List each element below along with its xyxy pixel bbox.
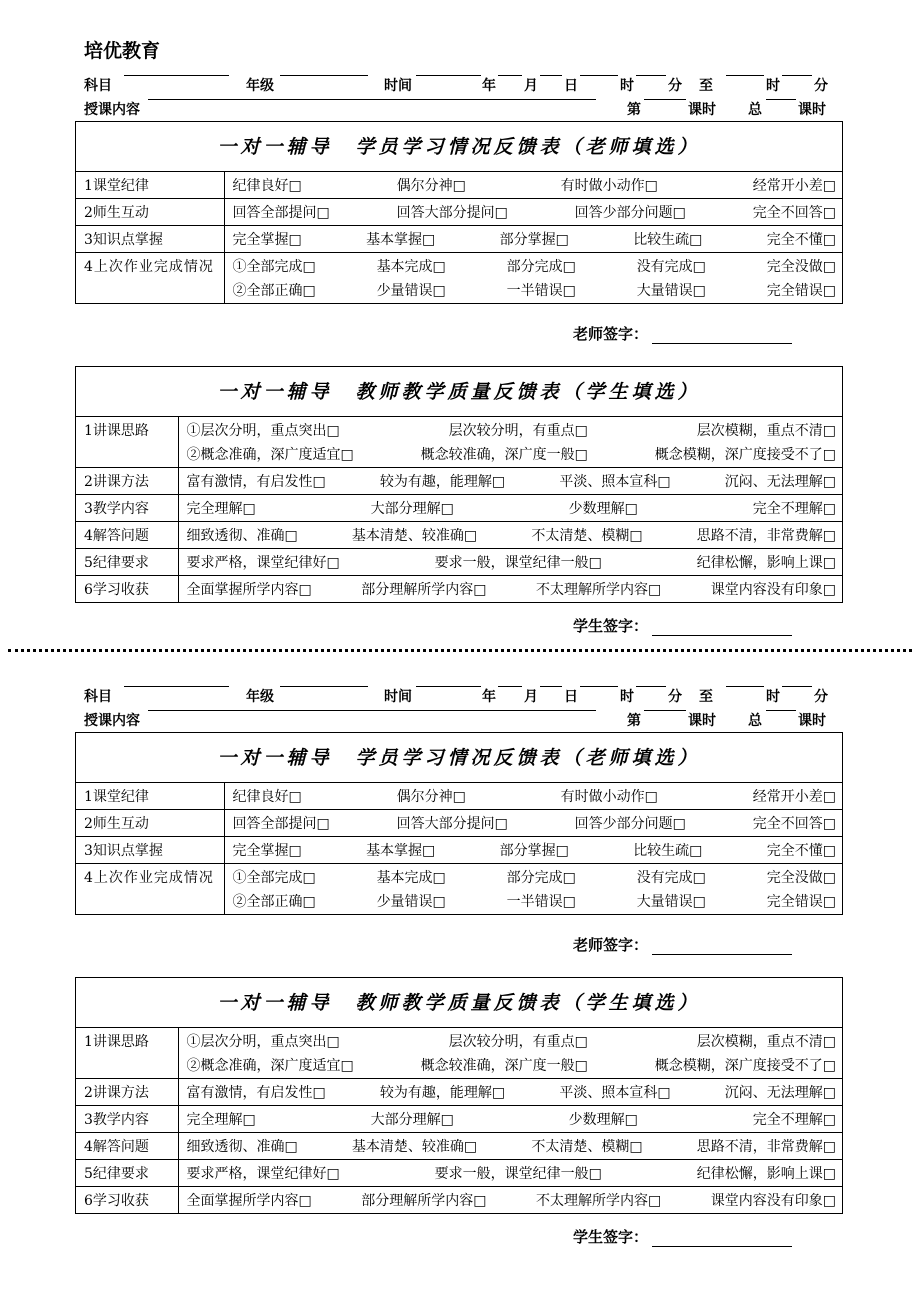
subject-label: 科目 <box>84 689 112 705</box>
hour-label-2: 时 <box>766 78 780 94</box>
month-label: 月 <box>524 78 538 94</box>
checkbox-option[interactable]: 回答全部提问□ <box>232 205 330 221</box>
student-signature-label: 学生签字： <box>573 617 649 635</box>
lesson-number-field[interactable] <box>644 710 686 711</box>
teacher-signature-field[interactable] <box>652 939 792 955</box>
checkbox-option[interactable]: 层次模糊，重点不清□ <box>696 423 836 439</box>
checkbox-option[interactable]: 基本掌握□ <box>366 843 436 859</box>
total-label: 总 <box>748 102 762 118</box>
table-row <box>76 576 842 603</box>
option-line <box>233 201 839 225</box>
table-row <box>76 522 842 549</box>
grade-label: 年级 <box>246 78 274 94</box>
option-line <box>187 1081 839 1105</box>
row-label: 1讲课思路 <box>76 1028 178 1079</box>
checkbox-option[interactable]: 完全掌握□ <box>232 232 302 248</box>
teacher-signature-field[interactable] <box>652 328 792 344</box>
row-label: 1课堂纪律 <box>76 783 224 810</box>
option-line <box>233 890 839 914</box>
checkbox-option[interactable]: 基本清楚、较准确□ <box>351 1139 478 1155</box>
start-hour-field[interactable] <box>580 75 618 76</box>
checkbox-option[interactable]: 全面掌握所学内容□ <box>186 582 312 598</box>
checkbox-option[interactable]: ②概念准确，深广度适宜□ <box>186 1058 354 1074</box>
year-field[interactable] <box>416 75 481 76</box>
row-label: 3知识点掌握 <box>76 837 224 864</box>
checkbox-option[interactable]: 大部分理解□ <box>370 501 454 517</box>
student-feedback-table <box>75 732 843 915</box>
checkbox-option[interactable]: 基本清楚、较准确□ <box>351 528 478 544</box>
option-line <box>187 1162 839 1186</box>
grade-field[interactable] <box>280 686 368 687</box>
checkbox-option[interactable]: 课堂内容没有印象□ <box>710 1193 836 1209</box>
option-line <box>187 578 839 602</box>
checkbox-option[interactable]: 沉闷、无法理解□ <box>724 1085 836 1101</box>
start-minute-field[interactable] <box>636 75 666 76</box>
checkbox-option[interactable]: 部分理解所学内容□ <box>361 582 487 598</box>
option-line <box>233 812 839 836</box>
option-line <box>233 785 839 809</box>
checkbox-option[interactable]: 一半错误□ <box>506 283 576 299</box>
row-label: 3知识点掌握 <box>76 226 224 253</box>
checkbox-option[interactable]: 全面掌握所学内容□ <box>186 1193 312 1209</box>
option-line <box>233 279 839 303</box>
minute-label: 分 <box>668 78 682 94</box>
content-field[interactable] <box>148 710 596 711</box>
table-row <box>76 1160 842 1187</box>
time-label: 时间 <box>384 78 412 94</box>
checkbox-option[interactable]: 完全错误□ <box>766 894 836 910</box>
checkbox-option[interactable]: 纪律良好□ <box>232 178 302 194</box>
option-line <box>187 1135 839 1159</box>
checkbox-option[interactable]: 一半错误□ <box>506 894 576 910</box>
checkbox-option[interactable]: 没有完成□ <box>636 870 706 886</box>
checkbox-option[interactable]: 回答少部分问题□ <box>574 816 686 832</box>
hour-label: 时 <box>620 78 634 94</box>
row-label: 3教学内容 <box>76 495 178 522</box>
option-line <box>187 551 839 575</box>
month-field[interactable] <box>498 686 522 687</box>
row-label: 2师生互动 <box>76 810 224 837</box>
checkbox-option[interactable]: 回答全部提问□ <box>232 816 330 832</box>
checkbox-option[interactable]: 完全不理解□ <box>752 501 836 517</box>
option-line <box>233 255 839 279</box>
row-label: 6学习收获 <box>76 576 178 603</box>
table-row <box>76 810 842 837</box>
subject-field[interactable] <box>124 75 229 76</box>
header-line-2 <box>84 710 834 730</box>
checkbox-option[interactable]: 少数理解□ <box>568 1112 638 1128</box>
checkbox-option[interactable]: 完全不回答□ <box>752 816 836 832</box>
row-options <box>178 1028 842 1079</box>
checkbox-option[interactable]: 部分理解所学内容□ <box>361 1193 487 1209</box>
teacher-feedback-table <box>75 977 843 1214</box>
row-label: 2讲课方法 <box>76 1079 178 1106</box>
checkbox-option[interactable]: 富有激情，有启发性□ <box>186 1085 326 1101</box>
table-row <box>76 172 842 199</box>
table-row <box>76 468 842 495</box>
table-row <box>76 199 842 226</box>
checkbox-option[interactable]: 完全不懂□ <box>766 232 836 248</box>
checkbox-option[interactable]: 少量错误□ <box>376 894 446 910</box>
grade-label: 年级 <box>246 689 274 705</box>
checkbox-option[interactable]: 不太理解所学内容□ <box>536 582 662 598</box>
student-feedback-title: 一对一辅导 学员学习情况反馈表（老师填选） <box>76 733 842 783</box>
row-label: 2讲课方法 <box>76 468 178 495</box>
checkbox-option[interactable]: 偶尔分神□ <box>396 178 466 194</box>
row-options <box>224 172 842 199</box>
checkbox-option[interactable]: 完全没做□ <box>766 870 836 886</box>
row-options <box>178 1079 842 1106</box>
day-field[interactable] <box>540 75 562 76</box>
time-label: 时间 <box>384 689 412 705</box>
checkbox-option[interactable]: 沉闷、无法理解□ <box>724 474 836 490</box>
table-row <box>76 226 842 253</box>
table-row <box>76 783 842 810</box>
checkbox-option[interactable]: 有时做小动作□ <box>560 178 658 194</box>
row-label: 2师生互动 <box>76 199 224 226</box>
table-row <box>76 1106 842 1133</box>
hour-label-2: 时 <box>766 689 780 705</box>
teacher-signature <box>573 323 792 344</box>
month-field[interactable] <box>498 75 522 76</box>
checkbox-option[interactable]: 基本掌握□ <box>366 232 436 248</box>
table-row <box>76 1028 842 1079</box>
to-label: 至 <box>699 78 713 94</box>
checkbox-option[interactable]: 少数理解□ <box>568 501 638 517</box>
option-line <box>233 839 839 863</box>
checkbox-option[interactable]: ①层次分明，重点突出□ <box>186 1034 340 1050</box>
row-options <box>224 783 842 810</box>
student-signature <box>573 1226 792 1247</box>
checkbox-option[interactable]: 有时做小动作□ <box>560 789 658 805</box>
table-row <box>76 495 842 522</box>
student-signature-field[interactable] <box>652 1231 792 1247</box>
header-line-1 <box>84 75 834 95</box>
checkbox-option[interactable]: 回答大部分提问□ <box>396 816 508 832</box>
checkbox-option[interactable]: 富有激情，有启发性□ <box>186 474 326 490</box>
checkbox-option[interactable]: 不太清楚、模糊□ <box>531 528 643 544</box>
content-field[interactable] <box>148 99 596 100</box>
start-minute-field[interactable] <box>636 686 666 687</box>
row-label: 4上次作业完成情况 <box>76 253 224 304</box>
row-options <box>224 226 842 253</box>
lesson-label-2: 课时 <box>798 102 826 118</box>
row-label: 5纪律要求 <box>76 549 178 576</box>
lesson-number-field[interactable] <box>644 99 686 100</box>
teacher-signature-label: 老师签字： <box>573 325 649 343</box>
checkbox-option[interactable]: 概念较准确，深广度一般□ <box>420 447 588 463</box>
checkbox-option[interactable]: 层次较分明，有重点□ <box>448 423 588 439</box>
option-line <box>187 497 839 521</box>
day-label: 日 <box>564 78 578 94</box>
checkbox-option[interactable]: 大量错误□ <box>636 283 706 299</box>
checkbox-option[interactable]: 基本完成□ <box>376 870 446 886</box>
nth-label: 第 <box>627 102 641 118</box>
row-label: 6学习收获 <box>76 1187 178 1214</box>
checkbox-option[interactable]: 偶尔分神□ <box>396 789 466 805</box>
checkbox-option[interactable]: 完全错误□ <box>766 283 836 299</box>
checkbox-option[interactable]: 要求严格，课堂纪律好□ <box>186 1166 340 1182</box>
checkbox-option[interactable]: 较为有趣，能理解□ <box>379 474 506 490</box>
row-label: 1讲课思路 <box>76 417 178 468</box>
option-line <box>187 524 839 548</box>
lesson-label-2: 课时 <box>798 713 826 729</box>
lesson-label: 课时 <box>688 102 716 118</box>
option-line <box>187 419 839 443</box>
subject-field[interactable] <box>124 686 229 687</box>
teacher-feedback-table <box>75 366 843 603</box>
row-options <box>178 522 842 549</box>
checkbox-option[interactable]: 概念模糊，深广度接受不了□ <box>654 447 836 463</box>
checkbox-option[interactable]: 部分掌握□ <box>499 232 569 248</box>
checkbox-option[interactable]: 部分完成□ <box>506 259 576 275</box>
table-row <box>76 417 842 468</box>
row-label: 5纪律要求 <box>76 1160 178 1187</box>
minute-label: 分 <box>668 689 682 705</box>
header-line-1 <box>84 686 834 706</box>
checkbox-option[interactable]: 纪律良好□ <box>232 789 302 805</box>
option-line <box>187 1054 839 1078</box>
end-hour-field[interactable] <box>726 686 764 687</box>
checkbox-option[interactable]: 细致透彻、准确□ <box>186 528 298 544</box>
nth-label: 第 <box>627 713 641 729</box>
grade-field[interactable] <box>280 75 368 76</box>
year-label: 年 <box>482 78 496 94</box>
checkbox-option[interactable]: 经常开小差□ <box>752 789 836 805</box>
end-hour-field[interactable] <box>726 75 764 76</box>
checkbox-option[interactable]: ①全部完成□ <box>232 259 316 275</box>
option-line <box>187 1030 839 1054</box>
checkbox-option[interactable]: 少量错误□ <box>376 283 446 299</box>
checkbox-option[interactable]: 完全不懂□ <box>766 843 836 859</box>
lesson-label: 课时 <box>688 713 716 729</box>
hour-label: 时 <box>620 689 634 705</box>
row-options <box>224 199 842 226</box>
table-row <box>76 253 842 304</box>
checkbox-option[interactable]: 比较生疏□ <box>633 232 703 248</box>
to-label: 至 <box>699 689 713 705</box>
row-options <box>224 837 842 864</box>
year-field[interactable] <box>416 686 481 687</box>
checkbox-option[interactable]: 没有完成□ <box>636 259 706 275</box>
content-label: 授课内容 <box>84 102 140 118</box>
checkbox-option[interactable]: 不太清楚、模糊□ <box>531 1139 643 1155</box>
checkbox-option[interactable]: 概念较准确，深广度一般□ <box>420 1058 588 1074</box>
teacher-feedback-title: 一对一辅导 教师教学质量反馈表（学生填选） <box>76 367 842 417</box>
option-line <box>187 470 839 494</box>
option-line <box>233 866 839 890</box>
day-label: 日 <box>564 689 578 705</box>
checkbox-option[interactable]: 基本完成□ <box>376 259 446 275</box>
checkbox-option[interactable]: 完全理解□ <box>186 1112 256 1128</box>
table-row <box>76 549 842 576</box>
checkbox-option[interactable]: 完全不回答□ <box>752 205 836 221</box>
row-options <box>178 1160 842 1187</box>
checkbox-option[interactable]: 经常开小差□ <box>752 178 836 194</box>
month-label: 月 <box>524 689 538 705</box>
checkbox-option[interactable]: 层次较分明，有重点□ <box>448 1034 588 1050</box>
checkbox-option[interactable]: 平淡、照本宣科□ <box>559 1085 671 1101</box>
start-hour-field[interactable] <box>580 686 618 687</box>
checkbox-option[interactable]: ②全部正确□ <box>232 894 316 910</box>
row-options <box>178 468 842 495</box>
checkbox-option[interactable]: 完全不理解□ <box>752 1112 836 1128</box>
checkbox-option[interactable]: ①层次分明，重点突出□ <box>186 423 340 439</box>
day-field[interactable] <box>540 686 562 687</box>
content-label: 授课内容 <box>84 713 140 729</box>
row-options <box>178 1106 842 1133</box>
checkbox-option[interactable]: 纪律松懈，影响上课□ <box>696 555 836 571</box>
checkbox-option[interactable]: 比较生疏□ <box>633 843 703 859</box>
row-label: 4解答问题 <box>76 1133 178 1160</box>
option-line <box>187 443 839 467</box>
checkbox-option[interactable]: ①全部完成□ <box>232 870 316 886</box>
checkbox-option[interactable]: 完全理解□ <box>186 501 256 517</box>
row-options <box>178 1133 842 1160</box>
checkbox-option[interactable]: 回答少部分问题□ <box>574 205 686 221</box>
teacher-feedback-title: 一对一辅导 教师教学质量反馈表（学生填选） <box>76 978 842 1028</box>
option-line <box>233 174 839 198</box>
year-label: 年 <box>482 689 496 705</box>
student-feedback-table <box>75 121 843 304</box>
checkbox-option[interactable]: 概念模糊，深广度接受不了□ <box>654 1058 836 1074</box>
total-label: 总 <box>748 713 762 729</box>
student-signature <box>573 615 792 636</box>
checkbox-option[interactable]: 平淡、照本宣科□ <box>559 474 671 490</box>
cut-line <box>8 649 912 652</box>
row-options <box>178 1187 842 1214</box>
checkbox-option[interactable]: 完全没做□ <box>766 259 836 275</box>
table-row <box>76 1079 842 1106</box>
row-label: 1课堂纪律 <box>76 172 224 199</box>
student-feedback-title: 一对一辅导 学员学习情况反馈表（老师填选） <box>76 122 842 172</box>
checkbox-option[interactable]: 细致透彻、准确□ <box>186 1139 298 1155</box>
checkbox-option[interactable]: 思路不清，非常费解□ <box>696 528 836 544</box>
row-options <box>178 495 842 522</box>
minute-label-2: 分 <box>814 78 828 94</box>
checkbox-option[interactable]: 不太理解所学内容□ <box>536 1193 662 1209</box>
student-signature-label: 学生签字： <box>573 1228 649 1246</box>
end-minute-field[interactable] <box>782 75 812 76</box>
row-label: 3教学内容 <box>76 1106 178 1133</box>
subject-label: 科目 <box>84 78 112 94</box>
checkbox-option[interactable]: 部分掌握□ <box>499 843 569 859</box>
row-options <box>178 576 842 603</box>
checkbox-option[interactable]: 要求一般，课堂纪律一般□ <box>434 1166 602 1182</box>
row-options <box>224 810 842 837</box>
student-signature-field[interactable] <box>652 620 792 636</box>
page-title: 培优教育 <box>84 40 161 62</box>
checkbox-option[interactable]: 部分完成□ <box>506 870 576 886</box>
table-row <box>76 1187 842 1214</box>
option-line <box>187 1189 839 1213</box>
total-lessons-field[interactable] <box>766 99 796 100</box>
checkbox-option[interactable]: 大部分理解□ <box>370 1112 454 1128</box>
table-row <box>76 837 842 864</box>
option-line <box>233 228 839 252</box>
minute-label-2: 分 <box>814 689 828 705</box>
table-row <box>76 864 842 915</box>
row-options <box>224 864 842 915</box>
option-line <box>187 1108 839 1132</box>
row-options <box>224 253 842 304</box>
checkbox-option[interactable]: 要求一般，课堂纪律一般□ <box>434 555 602 571</box>
row-label: 4上次作业完成情况 <box>76 864 224 915</box>
checkbox-option[interactable]: 大量错误□ <box>636 894 706 910</box>
row-label: 4解答问题 <box>76 522 178 549</box>
checkbox-option[interactable]: 完全掌握□ <box>232 843 302 859</box>
checkbox-option[interactable]: 层次模糊，重点不清□ <box>696 1034 836 1050</box>
row-options <box>178 549 842 576</box>
checkbox-option[interactable]: 课堂内容没有印象□ <box>710 582 836 598</box>
checkbox-option[interactable]: 纪律松懈，影响上课□ <box>696 1166 836 1182</box>
checkbox-option[interactable]: 思路不清，非常费解□ <box>696 1139 836 1155</box>
header-line-2 <box>84 99 834 119</box>
end-minute-field[interactable] <box>782 686 812 687</box>
teacher-signature <box>573 934 792 955</box>
checkbox-option[interactable]: 要求严格，课堂纪律好□ <box>186 555 340 571</box>
total-lessons-field[interactable] <box>766 710 796 711</box>
checkbox-option[interactable]: ②概念准确，深广度适宜□ <box>186 447 354 463</box>
table-row <box>76 1133 842 1160</box>
checkbox-option[interactable]: 较为有趣，能理解□ <box>379 1085 506 1101</box>
checkbox-option[interactable]: 回答大部分提问□ <box>396 205 508 221</box>
checkbox-option[interactable]: ②全部正确□ <box>232 283 316 299</box>
teacher-signature-label: 老师签字： <box>573 936 649 954</box>
row-options <box>178 417 842 468</box>
